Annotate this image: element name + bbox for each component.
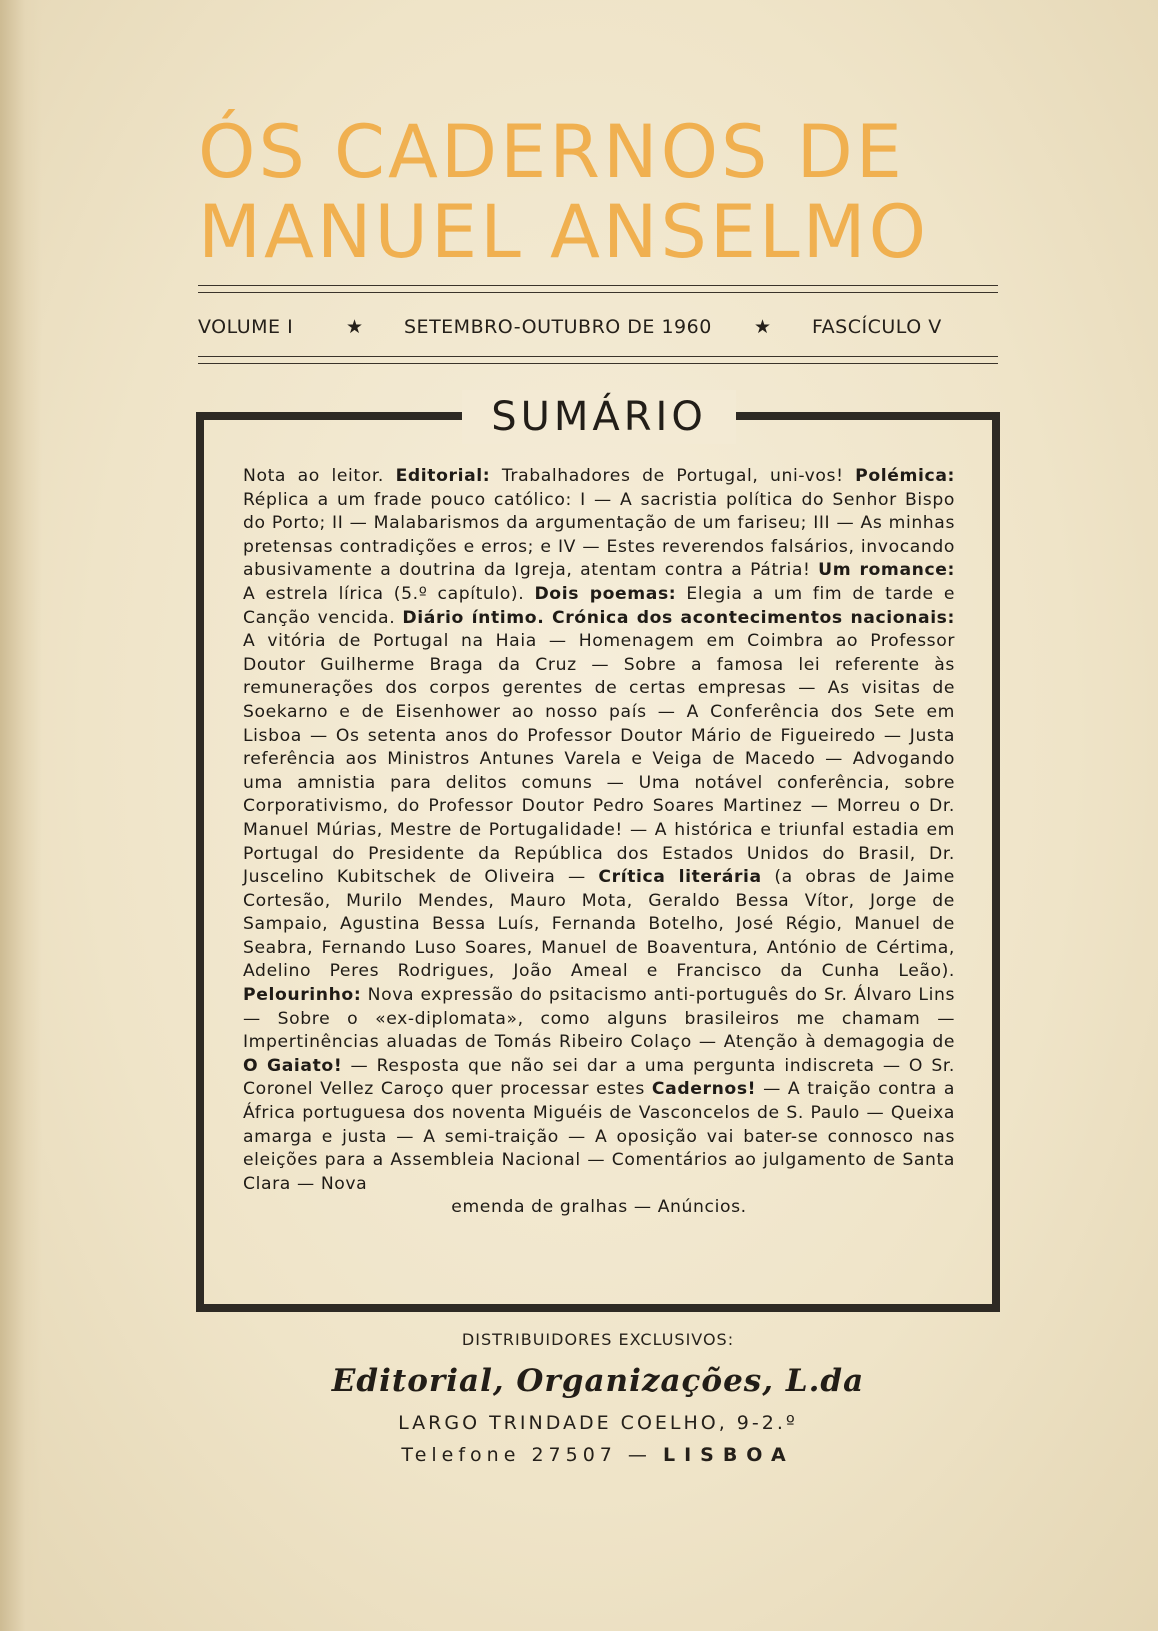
- summary-seg: — Resposta que não sei dar a uma pergunta indiscreta — O Sr. Coronel Vellez Caroço quer processar estes: [243, 1055, 955, 1100]
- star-separator-1: ★: [346, 316, 364, 338]
- summary-seg-bold: Cadernos!: [651, 1079, 757, 1100]
- volume-label: VOLUME I: [198, 316, 294, 338]
- summary-seg: Elegia a um fim de tarde e Canção vencida.: [243, 583, 955, 628]
- worn-left-edge: [0, 0, 42, 1631]
- cover-title-line-1: ÓS CADERNOS DE: [198, 110, 905, 195]
- summary-seg-bold: Dois poemas:: [534, 583, 677, 604]
- city-name: LISBOA: [662, 1444, 795, 1466]
- summary-seg-bold: O Gaiato!: [243, 1055, 343, 1076]
- distributors-label: DISTRIBUIDORES EXCLUSIVOS:: [461, 1330, 735, 1349]
- summary-seg: Nova expressão do psitacismo anti-português do Sr. Álvaro Lins — Sobre o «ex-diplomata», como alguns brasileiros me chamam — Impertinências aluadas de Tomás Ribeiro Colaço — Atenção à demagogia de: [243, 985, 955, 1053]
- publisher-phone: [198, 1444, 998, 1466]
- fascicle-label: FASCÍCULO V: [812, 316, 942, 338]
- issue-date: SETEMBRO-OUTUBRO DE 1960: [404, 316, 712, 338]
- summary-seg: Trabalhadores de Portugal, uni-vos!: [490, 466, 856, 486]
- bottom-rule-2: [198, 363, 998, 364]
- cover-title-line-2: MANUEL ANSELMO: [198, 190, 930, 275]
- summary-seg-bold: Editorial:: [395, 466, 491, 486]
- summary-seg-bold: Crítica literária: [598, 867, 762, 888]
- summary-seg-bold: Diário íntimo. Crónica dos acontecimentos nacionais:: [402, 607, 955, 628]
- summary-seg-bold: Um romance:: [818, 560, 955, 581]
- summary-seg: — A traição contra a África portuguesa dos noventa Miguéis de Vasconcelos de S. Paulo — Queixa amarga e justa — A semi-traição — A oposição vai bater-se connosco nas eleições para a Assembleia Nacional — Comentários ao julgamento de Santa Clara — Nova: [243, 1079, 955, 1194]
- summary-heading: SUMÁRIO: [462, 390, 736, 444]
- top-rule-1: [198, 285, 998, 286]
- bottom-rule-1: [198, 356, 998, 357]
- phone-number: Telefone 27507 —: [401, 1444, 663, 1466]
- publisher-name: Editorial, Organizações, L.da: [331, 1363, 865, 1399]
- summary-seg: Réplica a um frade pouco católico: I — A sacristia política do Senhor Bispo do Porto; II — Malabarismos da argumentação de um fariseu; III — As minhas pretensas contradições e erros; e IV — Estes reverendos falsários, invocando abusivamente a doutrina da Igreja, atentam contra a Pátria!: [243, 489, 955, 581]
- summary-text: [243, 465, 955, 1285]
- summary-seg: A vitória de Portugal na Haia — Homenagem em Coimbra ao Professor Doutor Guilherme Braga da Cruz — Sobre a famosa lei referente às remunerações dos corpos gerentes de certas empresas — As visitas de Soekarno e de Eisenhower ao nosso país — A Conferência dos Sete em Lisboa — Os setenta anos do Professor Doutor Mário de Figueiredo — Justa referência aos Ministros Antunes Varela e Veiga de Macedo — Advogando uma amnistia para delitos comuns — Uma notável conferência, sobre Corporativismo, do Professor Doutor Pedro Soares Martinez — Morreu o Dr. Manuel Múrias, Mestre de Portugalidade! — A histórica e triunfal estadia em Portugal do Presidente da República dos Estados Unidos do Brasil, Dr. Juscelino Kubitschek de Oliveira —: [243, 631, 955, 888]
- summary-seg: A estrela lírica (5.º capítulo).: [243, 583, 535, 604]
- publisher-address: LARGO TRINDADE COELHO, 9-2.º: [398, 1412, 798, 1434]
- summary-seg: Nota ao leitor.: [243, 466, 396, 486]
- top-rule-2: [198, 292, 998, 293]
- summary-seg-bold: Polémica:: [855, 466, 955, 486]
- summary-seg: (a obras de Jaime Cortesão, Murilo Mendes, Mauro Mota, Geraldo Bessa Vítor, Jorge de Sampaio, Agustina Bessa Luís, Fernanda Botelho, José Régio, Manuel de Seabra, Fernando Luso Soares, Manuel de Boaventura, António de Cértima, Adelino Peres Rodrigues, João Ameal e Francisco da Cunha Leão).: [243, 867, 955, 982]
- issue-info: [198, 316, 998, 346]
- summary-last-line: emenda de gralhas — Anúncios.: [451, 1197, 747, 1218]
- summary-seg-bold: Pelourinho:: [243, 985, 362, 1006]
- star-separator-2: ★: [754, 316, 772, 338]
